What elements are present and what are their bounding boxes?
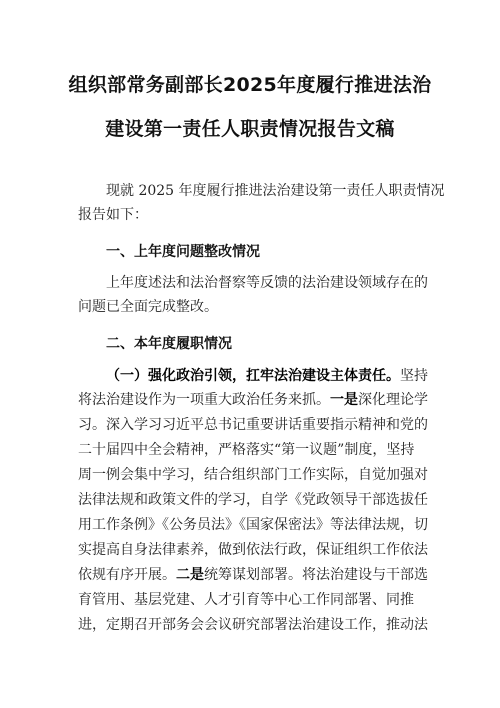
section-2-line-4: 二十届四中全会精神，严格落实“第一议题”制度，坚持	[78, 442, 415, 458]
section-2-line-1	[106, 367, 466, 385]
section-2-line-8: 实提高自身法律素养，做到依法行政，保证组织工作依法	[78, 542, 428, 558]
section-2-line-2-a: 将法治建设作为一项重大政治任务来抓。	[78, 392, 330, 408]
section-2-line-7: 用工作条例》《公务员法》《国家保密法》等法律法规，切	[78, 517, 428, 533]
section-2-line-10: 育管用、基层党建、人才引育等中心工作同部署、同推	[78, 592, 414, 608]
section-2-line-11: 进，定期召开部务会会议研究部署法治建设工作，推动法	[78, 617, 428, 633]
section-2-line-9	[78, 566, 438, 584]
section-2-line-9-c: 统筹谋划部署。将法治建设与干部选	[204, 567, 428, 583]
intro-line-2: 报告如下：	[78, 207, 148, 223]
point-two-label: 二是	[176, 567, 204, 583]
section-2-line-5: 周一例会集中学习，结合组织部门工作实际，自觉加强对	[78, 467, 428, 483]
section-2-line-3: 习。深入学习习近平总书记重要讲话重要指示精神和党的	[78, 417, 428, 433]
section-1-line-1: 上年度述法和法治督察等反馈的法治建设领域存在的	[106, 275, 428, 291]
document-title-line-1: 组织部常务副部长2025年度履行推进法治	[68, 74, 432, 96]
subsection-1-heading: （一）强化政治引领，扛牢法治建设主体责任。	[106, 368, 400, 384]
point-one-label: 一是	[330, 392, 358, 408]
section-2-heading: 二、本年度履职情况	[106, 336, 232, 352]
section-2-line-9-a: 依规有序开展。	[78, 567, 176, 583]
section-2-line-6: 法律法规和政策文件的学习，自学《党政领导干部选拔任	[78, 492, 428, 508]
section-1-heading: 一、上年度问题整改情况	[106, 244, 260, 260]
section-1-line-2: 问题已全面完成整改。	[78, 299, 218, 315]
intro-line-1: 现就 2025 年度履行推进法治建设第一责任人职责情况	[106, 183, 445, 199]
document-title-line-2: 建设第一责任人职责情况报告文稿	[105, 118, 395, 140]
section-2-line-2	[78, 391, 438, 409]
section-2-line-2-c: 深化理论学	[358, 392, 428, 408]
section-2-line-1-tail: 坚持	[400, 368, 428, 384]
